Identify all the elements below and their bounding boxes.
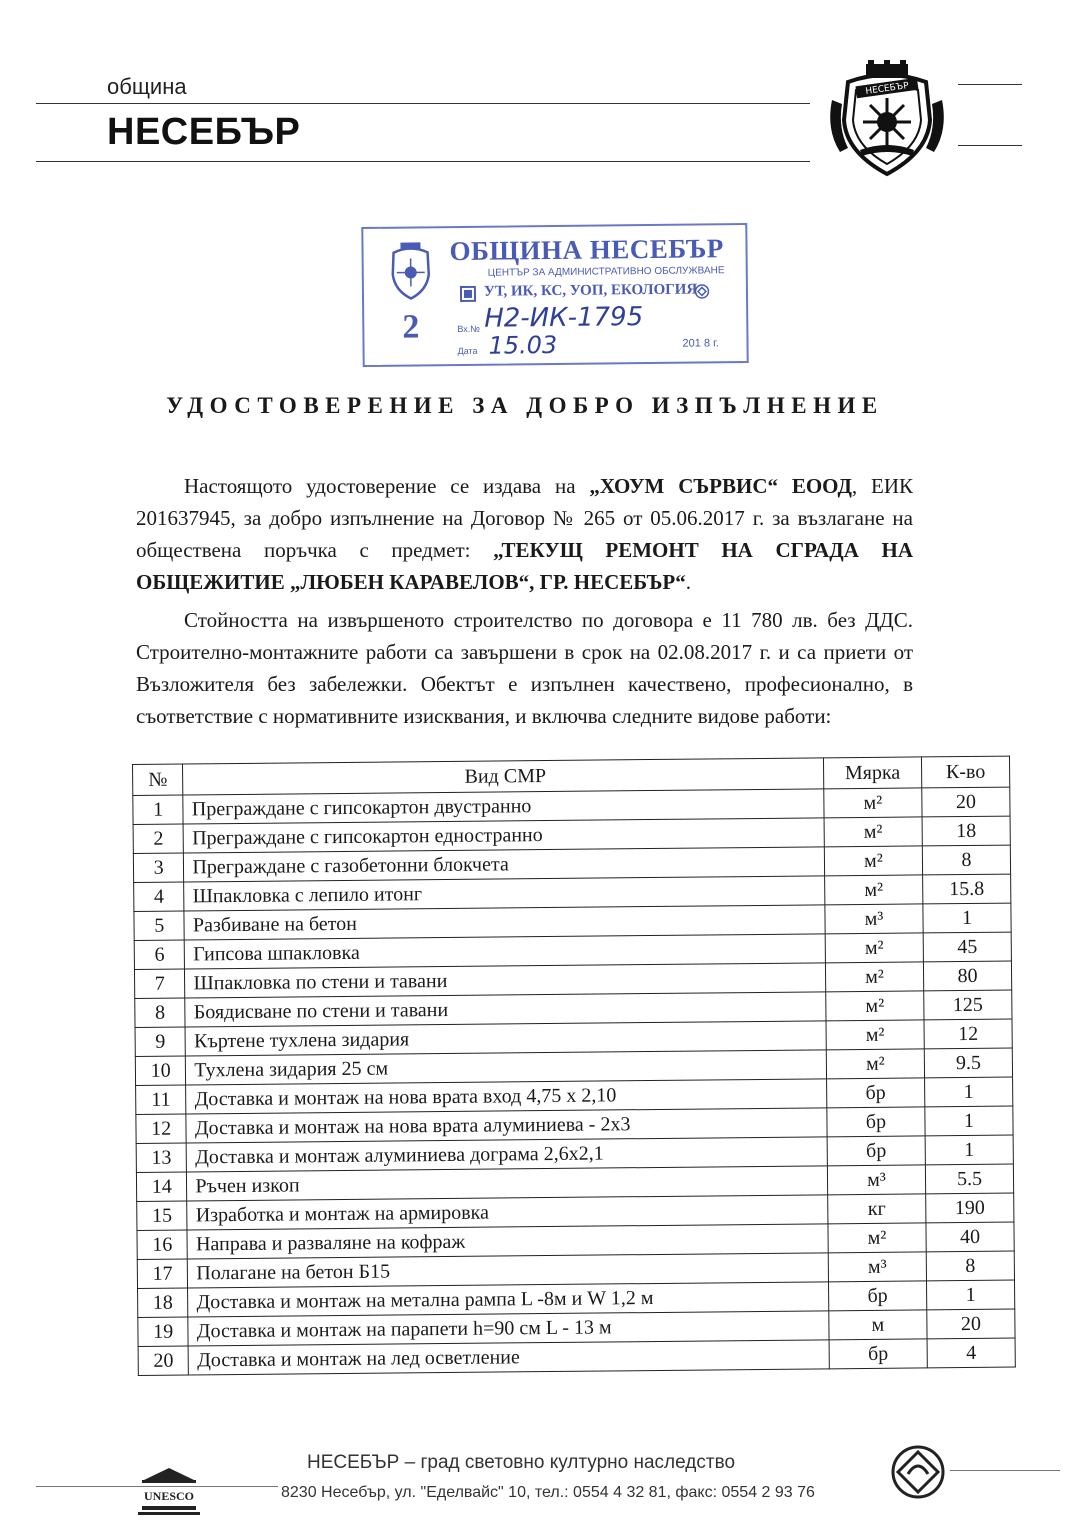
row-quantity: 40	[926, 1222, 1014, 1252]
row-number: 8	[135, 998, 186, 1027]
row-work-type: Полагане на бетон Б15	[188, 1253, 829, 1288]
stamp-heritage-icon	[694, 283, 710, 299]
row-unit: м²	[824, 817, 922, 847]
row-quantity: 125	[924, 990, 1012, 1020]
row-quantity: 20	[927, 1309, 1015, 1339]
row-unit: м²	[824, 788, 922, 818]
row-unit: м²	[825, 933, 923, 963]
nessebar-crest-icon	[826, 60, 948, 178]
row-unit: м²	[826, 1049, 924, 1079]
row-number: 1	[133, 795, 184, 824]
row-number: 4	[134, 882, 185, 911]
row-unit: бр	[826, 1078, 924, 1108]
municipality-label: община	[107, 74, 187, 99]
row-unit: м³	[825, 904, 923, 934]
row-work-type: Направа и разваляне на кофраж	[187, 1224, 828, 1259]
row-unit: м	[829, 1310, 927, 1340]
world-heritage-emblem-icon	[890, 1444, 946, 1500]
header-right-rule-bottom	[958, 145, 1022, 146]
row-number: 2	[133, 824, 184, 853]
certificate-paragraph	[136, 470, 913, 598]
row-unit: бр	[828, 1281, 926, 1311]
row-number: 16	[137, 1230, 188, 1259]
row-number: 19	[138, 1317, 189, 1346]
row-work-type: Изработка и монтаж на армировка	[187, 1195, 828, 1230]
row-work-type: Доставка и монтаж на метална рампа L -8м и W 1,2 м	[188, 1282, 829, 1317]
row-number: 15	[137, 1201, 188, 1230]
row-quantity: 1	[925, 1077, 1013, 1107]
header-bottom-rule	[36, 161, 810, 162]
row-work-type: Тухлена зидария 25 см	[186, 1050, 827, 1085]
row-quantity: 12	[924, 1019, 1012, 1049]
row-work-type: Разбиване на бетон	[184, 905, 825, 940]
row-number: 14	[136, 1172, 187, 1201]
stamp-date-label: Дата	[457, 345, 478, 357]
paragraph-text: , ЕИК 201637945, за добро изпълнение на Договор № 265 от 05.06.2017 г. за възлагане на обществена поръчка с предмет:	[136, 474, 913, 562]
row-quantity: 80	[923, 961, 1011, 991]
footer-motto: НЕСЕБЪР – град световно културно наследство	[307, 1452, 736, 1473]
row-unit: бр	[827, 1136, 925, 1166]
row-number: 5	[134, 911, 185, 940]
document-title: УДОСТОВЕРЕНИЕ ЗА ДОБРО ИЗПЪЛНЕНИЕ	[166, 393, 884, 418]
stamp-year: 201 8 г.	[682, 337, 719, 350]
row-quantity: 4	[927, 1338, 1015, 1368]
row-number: 11	[136, 1085, 187, 1114]
row-quantity: 15.8	[923, 874, 1011, 904]
row-work-type: Боядисване по стени и тавани	[185, 992, 826, 1027]
row-unit: бр	[829, 1339, 927, 1369]
row-work-type: Доставка и монтаж на лед осветление	[189, 1340, 830, 1375]
stamp-title: ОБЩИНА НЕСЕБЪР	[449, 233, 724, 267]
stamp-incoming-number: Н2-ИК-1795	[484, 302, 644, 334]
col-header-unit: Мярка	[823, 757, 921, 789]
col-header-work-type: Вид СМР	[183, 758, 824, 795]
row-work-type: Доставка и монтаж алуминиева дограма 2,6х2,1	[187, 1137, 828, 1172]
row-work-type: Шпакловка с лепило итонг	[184, 876, 825, 911]
row-work-type: Преграждане с газобетонни блокчета	[184, 847, 825, 882]
col-header-quantity: К-во	[921, 756, 1009, 788]
stamp-date-value: 15.03	[488, 330, 558, 360]
crest-label: НЕСЕБЪР	[864, 81, 910, 97]
unesco-logo-icon	[136, 1466, 202, 1516]
row-work-type: Шпакловка по стени и тавани	[185, 963, 826, 998]
municipality-name: НЕСЕБЪР	[107, 111, 301, 153]
works-table	[132, 756, 1016, 1376]
row-unit: м³	[827, 1165, 925, 1195]
contractor-name: „ХОУМ СЪРВИС“ ЕООД	[589, 474, 852, 498]
row-number: 17	[137, 1259, 188, 1288]
row-number: 7	[134, 969, 185, 998]
row-unit: м²	[824, 846, 922, 876]
col-header-number: №	[133, 764, 184, 795]
row-unit: м²	[825, 875, 923, 905]
row-work-type: Доставка и монтаж на нова врата вход 4,75 х 2,10	[186, 1079, 827, 1114]
row-number: 20	[138, 1346, 189, 1375]
row-unit: бр	[827, 1107, 925, 1137]
unesco-logo-text: UNESCO	[143, 1489, 195, 1503]
row-quantity: 18	[922, 816, 1010, 846]
row-quantity: 1	[925, 1135, 1013, 1165]
row-unit: м²	[826, 1020, 924, 1050]
paragraph-end: .	[685, 570, 691, 594]
footer-address: 8230 Несебър, ул. "Еделвайс" 10, тел.: 0554 4 32 81, факс: 0554 2 93 76	[281, 1484, 815, 1501]
row-number: 13	[136, 1143, 187, 1172]
row-quantity: 9.5	[924, 1048, 1012, 1078]
row-number: 6	[134, 940, 185, 969]
row-unit: кг	[828, 1194, 926, 1224]
row-number: 9	[135, 1027, 186, 1056]
row-quantity: 1	[927, 1280, 1015, 1310]
row-number: 10	[135, 1056, 186, 1085]
row-work-type: Доставка и монтаж на нова врата алуминиева - 2х3	[186, 1108, 827, 1143]
stamp-incoming-label: Вх.№	[457, 323, 480, 335]
row-number: 3	[133, 853, 184, 882]
row-unit: м²	[826, 991, 924, 1021]
stamp-window-number: 2	[402, 308, 420, 346]
row-quantity: 8	[926, 1251, 1014, 1281]
header-top-rule	[36, 103, 810, 104]
row-unit: м²	[828, 1223, 926, 1253]
row-number: 18	[138, 1288, 189, 1317]
row-work-type: Ръчен изкоп	[187, 1166, 828, 1201]
row-quantity: 45	[923, 932, 1011, 962]
registration-stamp	[361, 223, 748, 367]
row-number: 12	[136, 1114, 187, 1143]
row-work-type: Гипсова шпакловка	[185, 934, 826, 969]
row-unit: м³	[828, 1252, 926, 1282]
paragraph-text: Стойността на извършеното строителство по договора е 11 780 лв. без ДДС. Строително-монтажните работи са завършени в срок на 02.08.2017 г. и са приети от Възложителя без забележки. Обектът е изпълнен качествено, професионално, в съответствие с нормативните изисквания, и включва следните видове работи:	[136, 608, 913, 728]
stamp-center-name: ЦЕНТЪР ЗА АДМИНИСТРАТИВНО ОБСЛУЖВАНЕ	[487, 265, 725, 279]
row-work-type: Доставка и монтаж на парапети h=90 см L - 13 м	[188, 1311, 829, 1346]
row-quantity: 8	[922, 845, 1010, 875]
row-work-type: Къртене тухлена зидария	[185, 1021, 826, 1056]
row-quantity: 190	[926, 1193, 1014, 1223]
contract-subject: „ТЕКУЩ РЕМОНТ НА СГРАДА НА ОБЩЕЖИТИЕ „ЛЮБЕН КАРАВЕЛОВ“, ГР. НЕСЕБЪР“	[136, 538, 913, 594]
stamp-emblem-icon	[385, 240, 436, 301]
header-right-rule-top	[958, 84, 1022, 85]
row-work-type: Преграждане с гипсокартон едностранно	[184, 818, 825, 853]
stamp-building-icon	[460, 286, 476, 302]
stamp-department: УТ, ИК, КС, УОП, ЕКОЛОГИЯ	[483, 281, 698, 300]
row-quantity: 20	[922, 787, 1010, 817]
paragraph-text: Настоящото удостоверение се издава на	[184, 474, 590, 498]
row-quantity: 1	[925, 1106, 1013, 1136]
row-work-type: Преграждане с гипсокартон двустранно	[183, 789, 824, 824]
row-quantity: 5.5	[925, 1164, 1013, 1194]
footer-rule-right	[950, 1470, 1060, 1471]
row-quantity: 1	[923, 903, 1011, 933]
works-paragraph	[136, 604, 913, 732]
row-unit: м²	[825, 962, 923, 992]
